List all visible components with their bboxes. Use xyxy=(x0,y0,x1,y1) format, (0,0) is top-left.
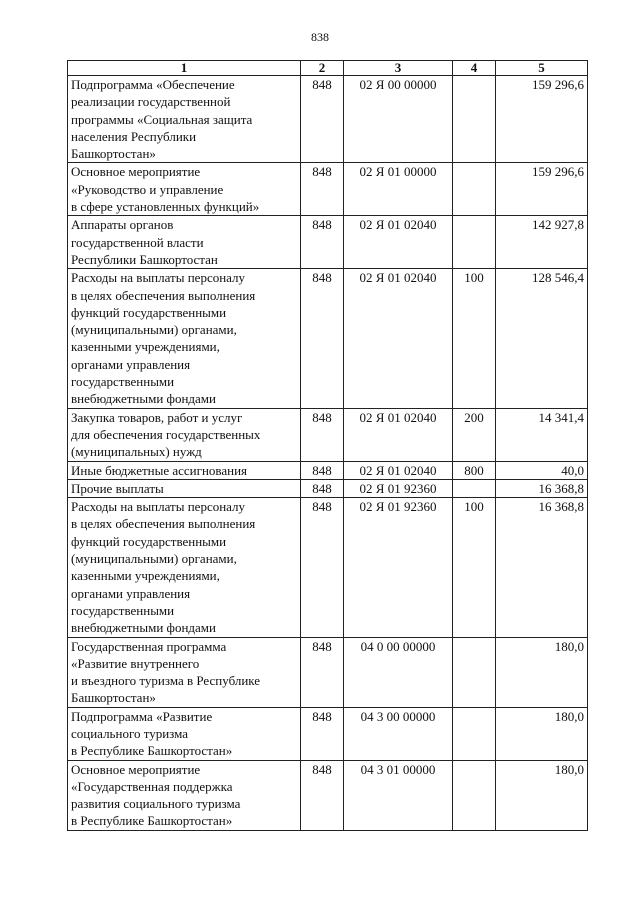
table-row xyxy=(68,498,588,637)
table-row xyxy=(68,707,588,760)
table-row xyxy=(68,760,588,830)
table-body xyxy=(68,76,588,831)
row-name-cell: Основное мероприятие «Государственная поддержка развития социального туризма в Республике Башкортостан» xyxy=(68,760,301,830)
row-target-article-cell: 02 Я 01 02040 xyxy=(344,408,453,461)
table-row xyxy=(68,479,588,497)
row-target-article-cell: 04 3 00 00000 xyxy=(344,707,453,760)
row-expense-type-cell xyxy=(453,216,496,269)
table-row xyxy=(68,269,588,408)
row-name-cell: Иные бюджетные ассигнования xyxy=(68,461,301,479)
row-name-cell: Прочие выплаты xyxy=(68,479,301,497)
row-ved-code-cell: 848 xyxy=(301,637,344,707)
row-amount-cell: 180,0 xyxy=(496,637,588,707)
row-ved-code-cell: 848 xyxy=(301,163,344,216)
row-expense-type-cell: 200 xyxy=(453,408,496,461)
row-ved-code-cell: 848 xyxy=(301,760,344,830)
header-col-5: 5 xyxy=(496,61,588,76)
row-ved-code-cell: 848 xyxy=(301,216,344,269)
budget-table xyxy=(67,60,588,831)
row-name-cell: Расходы на выплаты персоналу в целях обеспечения выполнения функций государственными (муниципальными) органами, казенными учреждениями, органами управления государственными внебюджетными фондами xyxy=(68,498,301,637)
row-target-article-cell: 02 Я 00 00000 xyxy=(344,76,453,163)
table-row xyxy=(68,637,588,707)
row-target-article-cell: 02 Я 01 02040 xyxy=(344,216,453,269)
row-expense-type-cell: 100 xyxy=(453,498,496,637)
row-name-cell: Расходы на выплаты персоналу в целях обеспечения выполнения функций государственными (муниципальными) органами, казенными учреждениями, органами управления государственными внебюджетными фондами xyxy=(68,269,301,408)
row-name-cell: Закупка товаров, работ и услуг для обеспечения государственных (муниципальных) нужд xyxy=(68,408,301,461)
row-amount-cell: 159 296,6 xyxy=(496,163,588,216)
row-ved-code-cell: 848 xyxy=(301,707,344,760)
table-row xyxy=(68,163,588,216)
row-target-article-cell: 04 0 00 00000 xyxy=(344,637,453,707)
row-ved-code-cell: 848 xyxy=(301,461,344,479)
row-ved-code-cell: 848 xyxy=(301,479,344,497)
row-amount-cell: 16 368,8 xyxy=(496,498,588,637)
row-name-cell: Основное мероприятие «Руководство и управление в сфере установленных функций» xyxy=(68,163,301,216)
row-expense-type-cell xyxy=(453,707,496,760)
table-header-row xyxy=(68,61,588,76)
header-col-1: 1 xyxy=(68,61,301,76)
row-expense-type-cell xyxy=(453,76,496,163)
row-expense-type-cell: 800 xyxy=(453,461,496,479)
row-target-article-cell: 02 Я 01 92360 xyxy=(344,498,453,637)
page-number: 838 xyxy=(311,30,329,44)
row-amount-cell: 128 546,4 xyxy=(496,269,588,408)
row-amount-cell: 16 368,8 xyxy=(496,479,588,497)
table-row xyxy=(68,408,588,461)
table-row xyxy=(68,216,588,269)
row-target-article-cell: 04 3 01 00000 xyxy=(344,760,453,830)
header-col-4: 4 xyxy=(453,61,496,76)
row-name-cell: Государственная программа «Развитие внутреннего и въездного туризма в Республике Башкортостан» xyxy=(68,637,301,707)
row-amount-cell: 180,0 xyxy=(496,707,588,760)
row-expense-type-cell: 100 xyxy=(453,269,496,408)
table-row xyxy=(68,76,588,163)
table-row xyxy=(68,461,588,479)
row-amount-cell: 142 927,8 xyxy=(496,216,588,269)
row-amount-cell: 40,0 xyxy=(496,461,588,479)
row-target-article-cell: 02 Я 01 02040 xyxy=(344,269,453,408)
header-col-2: 2 xyxy=(301,61,344,76)
row-target-article-cell: 02 Я 01 92360 xyxy=(344,479,453,497)
row-target-article-cell: 02 Я 01 00000 xyxy=(344,163,453,216)
row-expense-type-cell xyxy=(453,637,496,707)
row-expense-type-cell xyxy=(453,163,496,216)
row-target-article-cell: 02 Я 01 02040 xyxy=(344,461,453,479)
row-name-cell: Аппараты органов государственной власти Республики Башкортостан xyxy=(68,216,301,269)
row-expense-type-cell xyxy=(453,479,496,497)
header-col-3: 3 xyxy=(344,61,453,76)
row-amount-cell: 14 341,4 xyxy=(496,408,588,461)
row-ved-code-cell: 848 xyxy=(301,498,344,637)
row-ved-code-cell: 848 xyxy=(301,269,344,408)
row-expense-type-cell xyxy=(453,760,496,830)
row-ved-code-cell: 848 xyxy=(301,408,344,461)
row-ved-code-cell: 848 xyxy=(301,76,344,163)
row-name-cell: Подпрограмма «Обеспечение реализации государственной программы «Социальная защита населения Республики Башкортостан» xyxy=(68,76,301,163)
row-amount-cell: 180,0 xyxy=(496,760,588,830)
row-amount-cell: 159 296,6 xyxy=(496,76,588,163)
row-name-cell: Подпрограмма «Развитие социального туризма в Республике Башкортостан» xyxy=(68,707,301,760)
